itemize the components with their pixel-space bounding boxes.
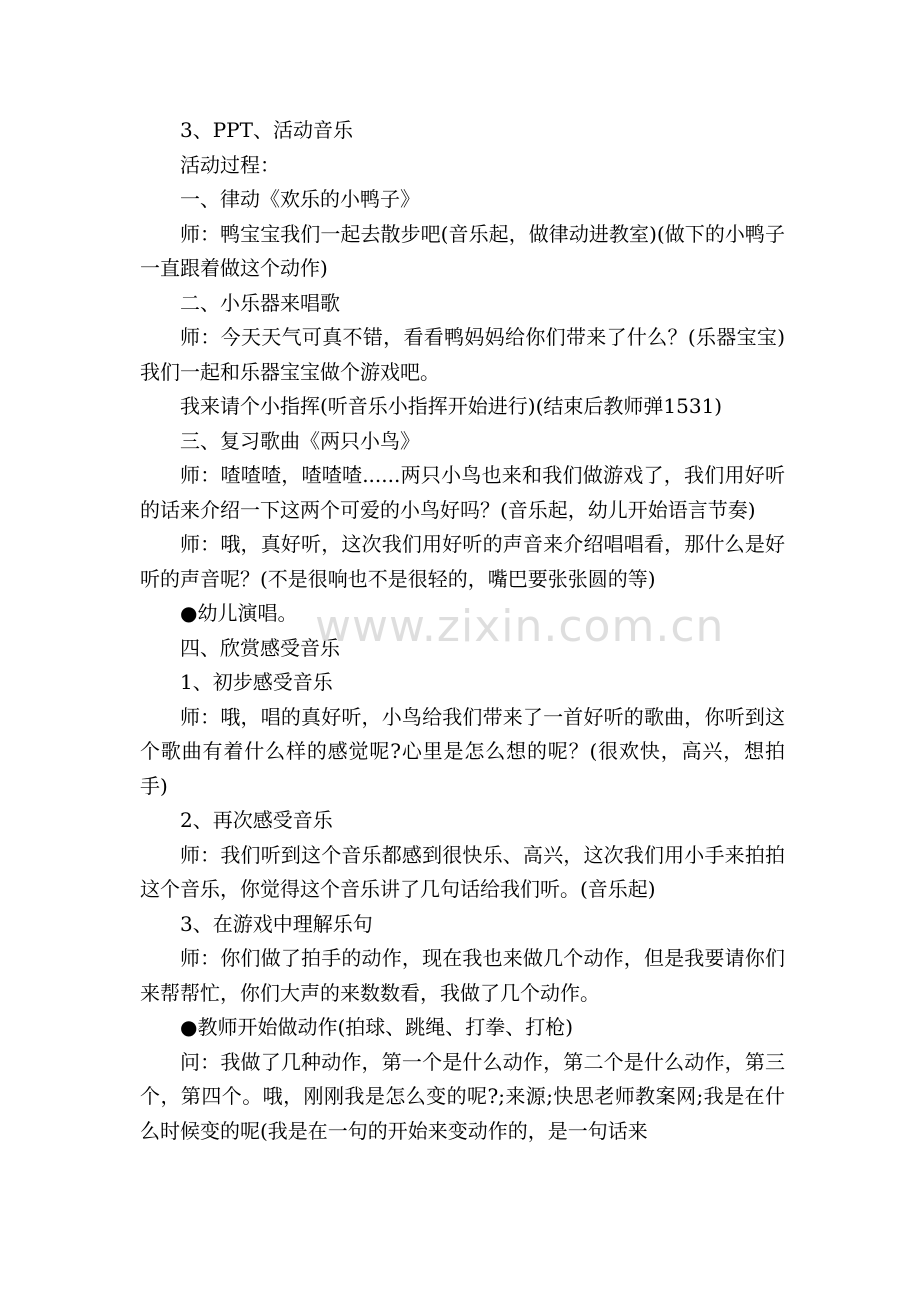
activity-process-heading: 活动过程： <box>180 152 280 177</box>
bullet-teacher-actions: ●教师开始做动作(拍球、跳绳、打拳、打枪) <box>180 1015 574 1039</box>
subheading-second-feel: 2、再次感受音乐 <box>180 808 333 832</box>
bullet-children-sing: ●幼儿演唱。 <box>180 601 298 625</box>
paragraph-teacher-weather: 师：今天天气可真不错，看看鸭妈妈给你们带来了什么？(乐器宝宝)我们一起和乐器宝宝做个游戏吧。 <box>140 325 785 384</box>
document-body <box>140 113 785 1148</box>
subheading-game-phrases: 3、在游戏中理解乐句 <box>180 911 373 936</box>
paragraph-teacher-actions: 师：你们做了拍手的动作，现在我也来做几个动作，但是我要请你们来帮帮忙，你们大声的来数数看，我做了几个动作。 <box>140 946 785 1005</box>
paragraph-question: 问：我做了几种动作，第一个是什么动作，第二个是什么动作，第三个，第四个。哦，刚刚我是怎么变的呢?;来源;快思老师教案网;我是在什么时候变的呢(我是在一句的开始来变动作的，是一句话来 <box>140 1049 785 1143</box>
paragraph-teacher-nice-voice: 师：哦，真好听，这次我们用好听的声音来介绍唱唱看，那什么是好听的声音呢？(不是很响也不是很轻的，嘴巴要张张圆的等) <box>140 532 785 591</box>
paragraph-teacher-song-feeling: 师：哦，唱的真好听，小鸟给我们带来了一首好听的歌曲，你听到这个歌曲有着什么样的感觉呢?心里是怎么想的呢？(很欢快，高兴，想拍手) <box>140 704 785 798</box>
paragraph-teacher-walk: 师：鸭宝宝我们一起去散步吧(音乐起，做律动进教室)(做下的小鸭子一直跟着做这个动作) <box>140 221 785 280</box>
section-heading-rhythm: 一、律动《欢乐的小鸭子》 <box>180 187 420 211</box>
section-heading-appreciate-music: 四、欣赏感受音乐 <box>180 635 340 660</box>
section-heading-review-song: 三、复习歌曲《两只小鸟》 <box>180 428 420 453</box>
paragraph-teacher-birds: 师：喳喳喳，喳喳喳......两只小鸟也来和我们做游戏了，我们用好听的话来介绍一下这两个可爱的小鸟好吗？(音乐起，幼儿开始语言节奏) <box>140 463 785 522</box>
watermark-text: www.zixin.com.cn <box>315 601 725 652</box>
section-heading-instruments: 二、小乐器来唱歌 <box>180 290 340 315</box>
paragraph-conductor: 我来请个小指挥(听音乐小指挥开始进行)(结束后教师弹1531) <box>180 394 723 418</box>
paragraph-teacher-clap: 师：我们听到这个音乐都感到很快乐、高兴，这次我们用小手来拍拍这个音乐，你觉得这个音乐讲了几句话给我们听。(音乐起) <box>140 842 785 901</box>
materials-item: 3、PPT、活动音乐 <box>180 118 353 142</box>
subheading-first-feel: 1、初步感受音乐 <box>180 670 333 694</box>
